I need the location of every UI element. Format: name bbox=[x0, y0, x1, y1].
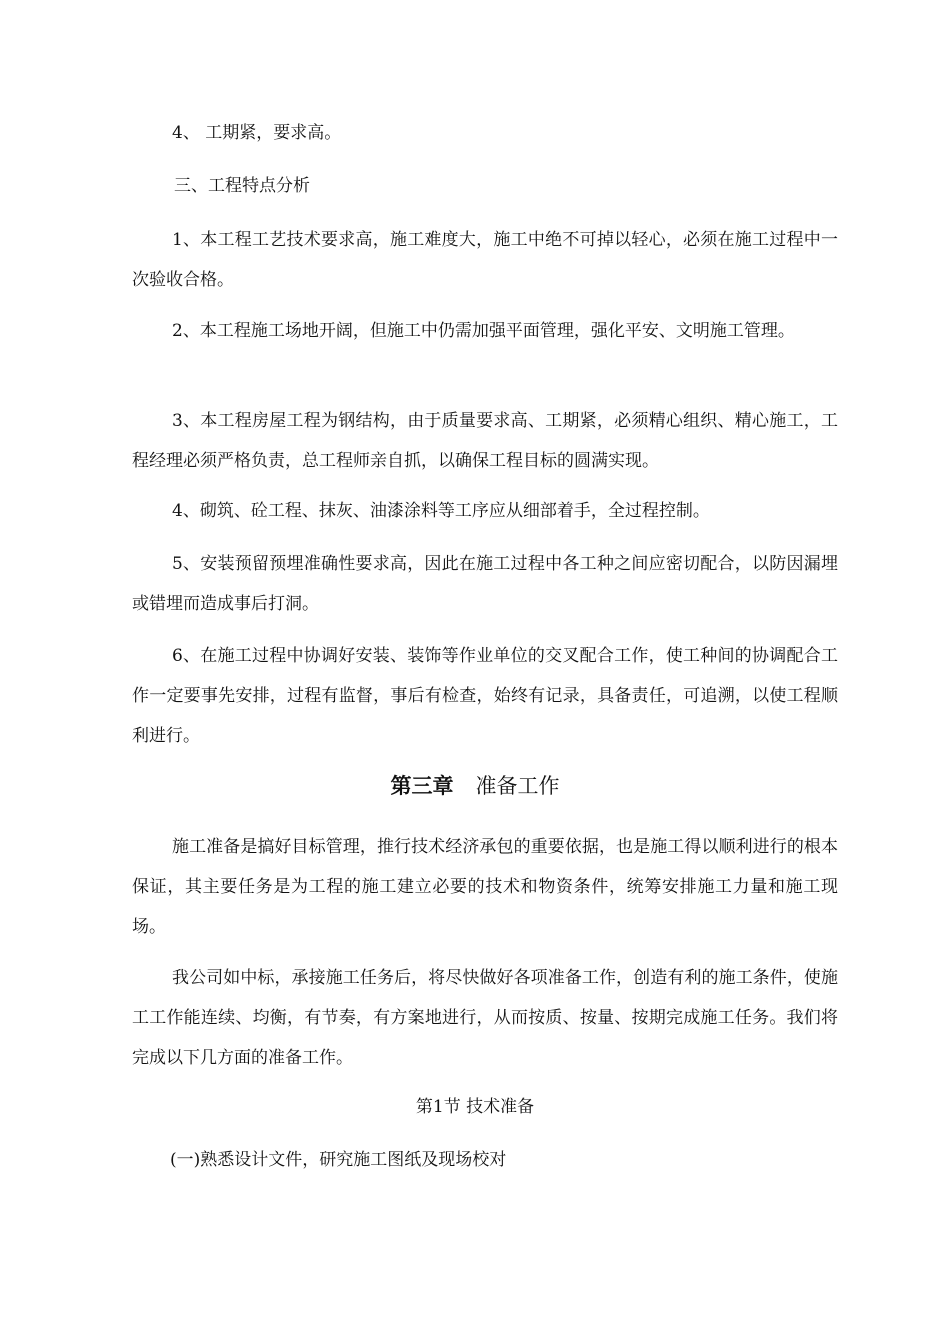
chapter-title: 准备工作 bbox=[475, 774, 560, 798]
list-item-schedule: 4、 工期紧，要求高。 bbox=[172, 123, 342, 143]
chapter-intro-paragraph: 施工准备是搞好目标管理，推行技术经济承包的重要依据，也是施工得以顺利进行的根本保证，其主要任务是为工程的施工建立必要的技术和物资条件，统筹安排施工力量和施工现场。 bbox=[132, 837, 838, 937]
chapter-plan-paragraph: 我公司如中标，承接施工任务后，将尽快做好各项准备工作，创造有利的施工条件，使施工工作能连续、均衡，有节奏，有方案地进行，从而按质、按量、按期完成施工任务。我们将完成以下几方面的准备工作。 bbox=[132, 968, 838, 1068]
paragraph-item-3: 3、本工程房屋工程为钢结构，由于质量要求高、工期紧，必须精心组织、精心施工，工程经理必须严格负责，总工程师亲自抓，以确保工程目标的圆满实现。 bbox=[132, 411, 838, 471]
section-title: 第1节 技术准备 bbox=[415, 1097, 535, 1117]
section-heading-characteristics: 三、工程特点分析 bbox=[174, 176, 310, 196]
paragraph-item-5: 5、安装预留预埋准确性要求高，因此在施工过程中各工种之间应密切配合，以防因漏埋或错埋而造成事后打洞。 bbox=[132, 554, 838, 614]
chapter-number: 第三章 bbox=[390, 774, 454, 798]
paragraph-item-1: 1、本工程工艺技术要求高，施工难度大，施工中绝不可掉以轻心，必须在施工过程中一次验收合格。 bbox=[132, 230, 838, 290]
paragraph-item-2: 2、本工程施工场地开阔，但施工中仍需加强平面管理，强化平安、文明施工管理。 bbox=[172, 321, 795, 341]
subsection-title: (一)熟悉设计文件，研究施工图纸及现场校对 bbox=[170, 1150, 507, 1170]
paragraph-item-4: 4、砌筑、砼工程、抹灰、油漆涂料等工序应从细部着手，全过程控制。 bbox=[172, 501, 710, 521]
chapter-heading bbox=[0, 766, 950, 806]
paragraph-item-6: 6、在施工过程中协调好安装、装饰等作业单位的交叉配合工作，使工种间的协调配合工作一定要事先安排，过程有监督，事后有检查，始终有记录，具备责任，可追溯，以使工程顺利进行。 bbox=[132, 646, 838, 746]
